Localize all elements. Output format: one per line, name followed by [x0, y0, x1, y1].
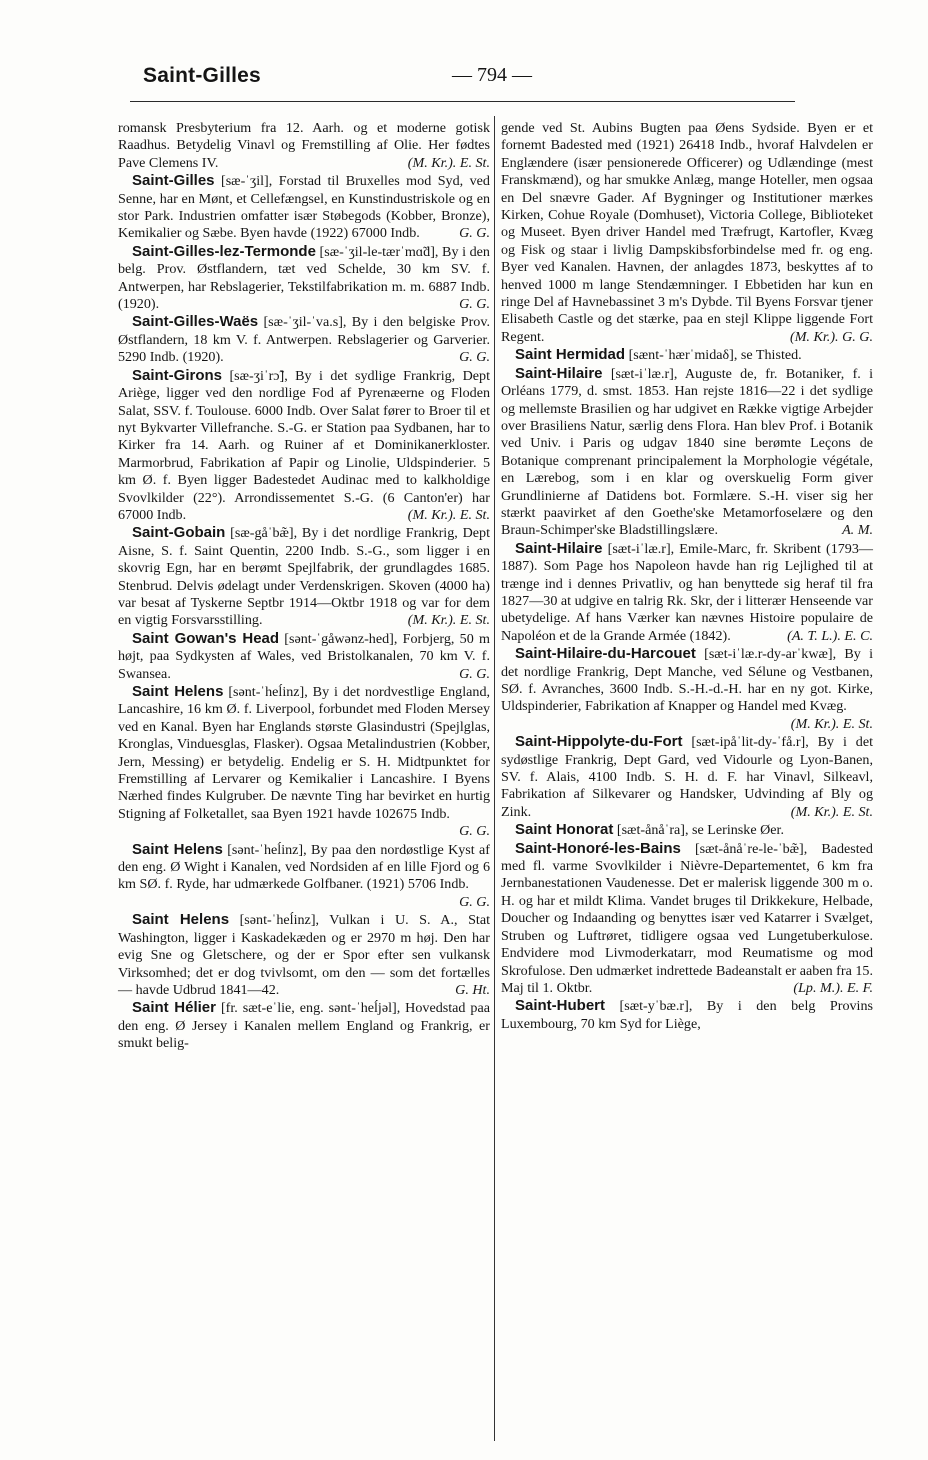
entry-text: [sæt-ånåˈre-le-ˈbæ̃], Badested med fl. varme Svovlkilder i Nièvre-Departementet, 6 km fra Jernbanestationen Vaudenesse. Det er malerisk liggende 300 m o. H. og har et mildt Klima. Vandet bruges til Drikkekure, Helbade, Doucher og Indaanding og benyttes især ved Katarrer i Svælget, Struben og Luftrøret, tidligere ogsaa ved Lungetuberkulose. Endvidere mod Livmoderkatarr, mod Reumatisme og mod Skrofulose. Den udmærket indrettede Badeanstalt er aaben fra 15. Maj til 1. Oktbr. [501, 840, 873, 996]
entry-text: [fr. sæt-eˈlie, eng. sənt-ˈheĺjəl], Hovedstad paa den eng. Ø Jersey i Kanalen mellem England og Frankrig, er smukt belig- [118, 1000, 490, 1052]
entry-signature: A. M. [842, 522, 873, 539]
entry-text: [sənt-ˈheĺinz], By paa den nordøstlige Kyst af den eng. Ø Wight i Kanalen, ved Nordsiden af en lille Fjord og 6 km SØ. f. Ryde, har udmærkede Golfbaner. (1921) 5706 Indb. [118, 841, 490, 893]
dictionary-entry [501, 997, 873, 1033]
dictionary-entry [118, 524, 490, 629]
entry-headword: Saint Honorat [515, 821, 614, 839]
entry-headword: Saint-Hilaire-du-Harcouet [515, 645, 696, 663]
entry-signature: (M. Kr.). E. St. [790, 803, 873, 820]
entry-text: [sæt-iˈlæ.r], Auguste de, fr. Botaniker, f. i Orléans 1779, d. smst. 1853. Han rejste 1816—22 i det sydlige og mellemste Brasilien og har udgivet en Række vigtige Arbejder over Brasiliens Natur, særlig dens Flora. Han blev Prof. i Botanik ved Univ. i Paris og udgav 1840 sine berømte Leçons de Botanique comprenant principalement la Morphologie végétale, en Lærebog, som i en klar og overskuelig Form giver Grundlinierne af Datidens bot. Formlære. S.-H. viser sig her stærkt paavirket af den Goethe'ske Metamorfoselære og den Braun-Schimper'ske Bladstillingslære. [501, 365, 874, 539]
entry-signature: G. G. [459, 349, 490, 366]
dictionary-entry [118, 243, 490, 314]
entry-text: [sæt-ipåˈlit-dy-ˈfå.r], By i det sydøstlige Frankrig, Dept Gard, ved Vidourle og Lyon-Banen, SV. f. Alais, 4100 Indb. S. H. d. F. har Vinavl, Silkeavl, Fabrikation af Silkevarer og Handsker, Udvinding af Bly og Zink. [501, 734, 873, 820]
entry-headword: Saint Helens [132, 840, 223, 858]
page-number: — 794 — [452, 64, 532, 86]
entry-signature: G. G. [459, 823, 490, 840]
dictionary-entry [501, 821, 873, 839]
dictionary-entry [118, 313, 490, 366]
dictionary-entry [501, 840, 873, 998]
entry-headword: Saint-Honoré-les-Bains [515, 839, 681, 857]
entry-signature: (M. Kr.). G. G. [790, 328, 873, 345]
entry-headword: Saint-Hilaire [515, 539, 603, 557]
entry-text: [sæ-ˈʒil], Forstad til Bruxelles mod Syd, ved Senne, har en Mønt, et Cellefængsel, en Kunstindustriskole og en stor Park. Industrien omfatter især Støbegods (Kobber, Bronze), Kemikalier og Sæbe. Byen havde (1922) 67000 Indb. [118, 173, 490, 242]
entry-headword: Saint-Gilles-lez-Termonde [132, 242, 316, 260]
entry-signature: (Lp. M.). E. F. [793, 979, 873, 996]
entry-text: [sæt-iˈlæ.r-dy-arˈkwæ], By i det nordlige Frankrig, Dept Manche, ved Sélune og Vestbanen, SØ. f. Avranches, 3600 Indb. S.-H.-d.-H. har en ny got. Kirke, Uldspinderier, Fabrikation af Knapper og Handel med Kvæg. [501, 646, 874, 715]
entry-text: [sæt-yˈbæ.r], By i den belg Provins Luxembourg, 70 km Syd for Liège, [501, 998, 873, 1032]
entry-text: [sæt-iˈlæ.r], Emile-Marc, fr. Skribent (1793—1887). Som Page hos Napoleon havde han rig Lejlighed til at trænge ind i dennes Privatliv, og han benyttede sig heraf til fra 1827—30 at udgive en talrig Rk. Skr, der i litterær Henseende var ubetydelige. Af hans Værker kan nævnes Histoire populaire de Napoléon et de la Grande Armée (1842). [501, 540, 873, 644]
entry-text: [sæ-ˈʒil-ˈva.s], By i den belgiske Prov. Østflandern, 18 km V. f. Antwerpen. Rebslagerier og Garverier. 5290 Indb. (1920). [118, 314, 490, 366]
dictionary-entry [501, 540, 873, 645]
entry-text: [sæ-ʒiˈrɔ̃], By i det sydlige Frankrig, Dept Ariège, ligger ved den nordlige Fod af Pyrenæerne og Floden Salat, SSV. f. Toulouse. 6000 Indb. Over Salat fører to Broer til et nyt Bykvarter Villefranche. S.-G. er Station paa Sydbanen, har to Kirker fra 14. Aarh. og Ruiner af et Dominikanerkloster. Marmorbrud, Fabrikation af Papir og Linolie, Uldspinderier. 5 km Ø. f. Byen ligger Badestedet Audinac med to kalkholdige Svovlkilder (22°). Arrondissementet S.-G. (6 Canton'er) har 67000 Indb. [118, 367, 490, 523]
entry-headword: Saint-Gobain [132, 524, 226, 542]
dictionary-entry [118, 911, 490, 999]
running-head: Saint-Gilles [143, 64, 261, 87]
dictionary-entry [118, 172, 490, 243]
entry-headword: Saint-Girons [132, 366, 223, 384]
entry-text: [sənt-ˈgåwənz-hed], Forbjerg, 50 m højt, paa Sydkysten af Wales, ved Bristolkanalen, 70 km V. f. Swansea. [118, 630, 490, 682]
entry-text: [sænt-ˈhærˈmidaδ], se Thisted. [628, 347, 802, 364]
entry-headword: Saint-Gilles-Waës [132, 313, 259, 331]
dictionary-entry [501, 346, 873, 364]
entry-text: gende ved St. Aubins Bugten paa Øens Sydside. Byen er et fornemt Badested med (1921) 26418 Indb., hvoraf Halvdelen er Englændere (især pensionerede Officerer) og Udlændinge (mest Franskmænd), og har smukke Anlæg, mange Hoteller, men ogsaa en Del snævre Gader. Af Bygninger og Institutioner mærkes Kirken, Cohue Royale (Domhuset), Victoria College, Biblioteket og Museet. Byen driver Handel med Træfrugt, Kartofler, Kvæg og Fisk og staar i livlig Dampskibsforbindelse med fr. og eng. Byer ved Kanalen. Havnen, der anlagdes 1873, beskyttes af to henved 1000 m lange Stendæmninger. I Ebbetiden har kun en ringe Del af Havnebassinet 3 m's Dybde. Til Byens Forsvar tjener Elisabeth Castle og det stærke, paa en stejl Klippe liggende Fort Regent. [501, 120, 873, 345]
entry-signature: G. G. [459, 225, 490, 242]
column-divider [494, 116, 495, 1441]
entry-headword: Saint-Hubert [515, 997, 605, 1015]
entry-headword: Saint Helens [132, 683, 224, 700]
header-rule [130, 101, 795, 102]
entry-signature: (M. Kr.). E. St. [407, 506, 490, 523]
entry-signature: G. G. [459, 665, 490, 682]
entry-text: [sæt-ånåˈra], se Lerinske Øer. [616, 822, 784, 839]
entry-headword: Saint Helens [132, 911, 230, 929]
entry-signature: G. G. [459, 296, 490, 313]
dictionary-entry [118, 840, 490, 910]
dictionary-entry [118, 630, 490, 683]
entry-signature: (M. Kr.). E. St. [790, 715, 873, 732]
entry-text: [sæ-ˈʒil-le-tærˈmɑ̃d], By i den belg. Prov. Østflandern, tæt ved Schelde, 30 km SV. f. Antwerpen, har Rebslagerier, Tekstilfabrikation m. m. 6887 Indb. (1920). [118, 243, 490, 313]
entry-signature: G. G. [459, 893, 490, 910]
dictionary-entry [118, 367, 490, 525]
entry-signature: (A. T. L.). E. C. [787, 627, 873, 644]
entry-text: romansk Presbyterium fra 12. Aarh. og et moderne gotisk Raadhus. Betydelig Vinavl og Fremstilling af Olie. Her fødtes Pave Clemens IV. [118, 120, 490, 171]
entry-text: [sæ-gåˈbæ̃], By i det nordlige Frankrig, Dept Aisne, S. f. Saint Quentin, 2200 Indb. S.-G., som ligger i en skovrig Egn, har en berømt Spejlfabrik, der grundlagdes 1685. Stenbrud. Delvis ødelagt under Verdenskrigen. Skoven (4000 ha) var besat af Tyskerne Septbr 1914—Oktbr 1918 og var for dem en vigtig Forsvarsstilling. [118, 525, 491, 629]
entry-headword: Saint Gowan's Head [132, 629, 280, 647]
dictionary-entry [501, 645, 874, 732]
dictionary-entry [501, 733, 873, 821]
entry-headword: Saint-Gilles [132, 172, 215, 190]
left-column [118, 120, 490, 1053]
dictionary-entry [118, 999, 490, 1052]
dictionary-entry [501, 365, 873, 540]
dictionary-entry [118, 683, 491, 840]
entry-text: [sənt-ˈheĺinz], By i det nordvestlige England, Lancashire, 16 km Ø. f. Liverpool, forbundet med Floden Mersey ved en Kanal. Byen har Englands største Glasindustri (Spejlglas, Kronglas, Vinduesglas, Flasker). Ogsaa Metalindustrien (Kobber, Jern, Messing) er betydelig. Endelig er S. H. Midtpunktet for Fremstilling af Lervarer og Kemikalier i Lancashire. I Byens Nærhed findes Kulgruber. De nævnte Ting har bevirket en hurtig Stigning af Folketallet, saa Byen 1921 havde 102675 Indb. [118, 684, 491, 822]
entry-text: [sənt-ˈheĺinz], Vulkan i U. S. A., Stat Washington, ligger i Kaskadekæden og er 2970 m høj. Den har evig Sne og Gletschere, og der er Spor efter sen vulkansk Virksomhed; det er dog tvivlsomt, om den — som det fortælles — havde Udbrud 1841—42. [118, 912, 490, 998]
entry-signature: (M. Kr.). E. St. [407, 612, 490, 629]
page-header [0, 0, 928, 110]
entry-signature: G. Ht. [455, 981, 490, 998]
entry-signature: (M. Kr.). E. St. [407, 154, 490, 171]
dictionary-entry [118, 120, 490, 172]
dictionary-entry [501, 120, 873, 346]
right-column [501, 120, 873, 1033]
entry-headword: Saint-Hilaire [515, 364, 603, 382]
entry-headword: Saint Hélier [132, 999, 216, 1017]
entry-headword: Saint-Hippolyte-du-Fort [515, 733, 683, 751]
entry-headword: Saint Hermidad [515, 346, 626, 364]
